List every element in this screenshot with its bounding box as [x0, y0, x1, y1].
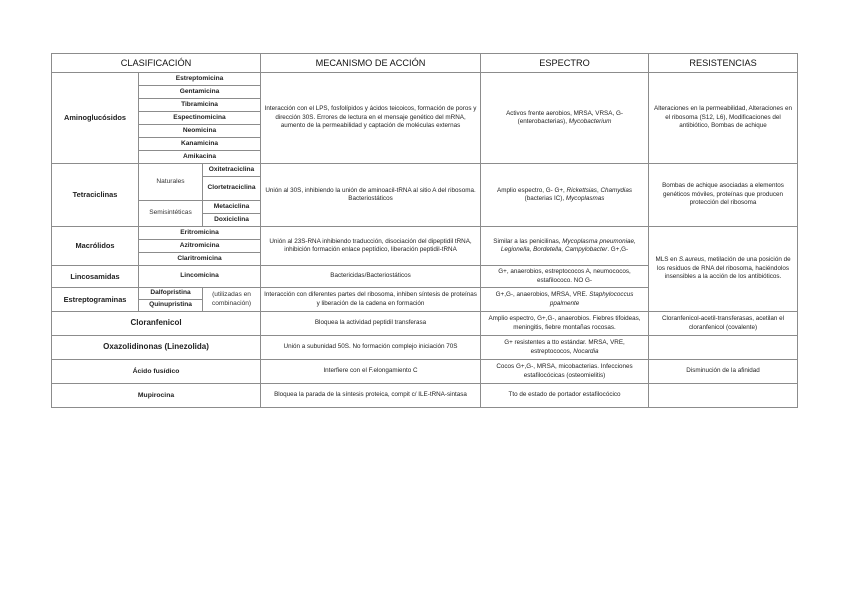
drug-tibramicina: Tibramicina [139, 99, 261, 112]
drug-gentamicina: Gentamicina [139, 86, 261, 99]
drug-claritromicina: Claritromicina [139, 253, 261, 266]
drug-clortetraciclina: Clortetraciclina [203, 177, 261, 201]
row-oxazolidinonas: Oxazolidinonas (Linezolida) [52, 336, 261, 360]
espectro-tetraciclinas [481, 164, 649, 227]
espectro-lincosamidas: G+, anaerobios, estreptococos A, neumococos, estafilococo. NO G- [481, 266, 649, 288]
sub-naturales: Naturales [139, 164, 203, 201]
header-mecanismo: MECANISMO DE ACCIÓN [261, 54, 481, 73]
espectro-italic: Rickettsias [566, 186, 597, 194]
resistencias-mls [649, 227, 798, 312]
mecanismo-tetraciclinas: Unión al 30S, inhibiendo la unión de aminoacil-tRNA al sitio A del ribosoma. Bacteriostáticos [261, 164, 481, 227]
espectro-macrolidos [481, 227, 649, 266]
header-espectro: ESPECTRO [481, 54, 649, 73]
resistencias-text: , metilación de una posición de los residuos de RNA del ribosoma, haciéndolos insensibles a la acción de los antibióticos. [657, 256, 791, 281]
resistencias-oxazolidinonas-empty [649, 336, 798, 360]
drug-estreptomicina: Estreptomicina [139, 73, 261, 86]
drug-lincomicina: Lincomicina [139, 266, 261, 288]
mecanismo-lincosamidas: Bactericidas/Bacteriostáticos [261, 266, 481, 288]
espectro-italic: Nocardia [573, 347, 599, 355]
espectro-text: G+ resistentes a tto estándar. MRSA, VRE, estreptococos, [504, 339, 625, 355]
resistencias-tetraciclinas: Bombas de achique asociadas a elementos genéticos móviles, proteínas que producen protección del ribosoma [649, 164, 798, 227]
espectro-aminoglucosidos [481, 73, 649, 164]
espectro-text: Amplio espectro, G- G+, [497, 186, 567, 194]
family-macrolidos: Macrólidos [52, 227, 139, 266]
espectro-text: (bacterias IC), [524, 195, 566, 202]
resistencias-text: MLS en [655, 256, 679, 264]
resistencias-cloranfenicol: Cloranfenicol-acetil-transferasas, acetilan el cloranfenicol (covalente) [649, 312, 798, 336]
espectro-text: Similar a las penicilinas, [493, 237, 563, 245]
espectro-cloranfenicol: Amplio espectro, G+,G-, anaerobios. Fiebres tifoideas, meningitis, fiebre montañas rocosas. [481, 312, 649, 336]
drug-eritromicina: Eritromicina [139, 227, 261, 240]
drug-metaciclina: Metaciclina [203, 201, 261, 214]
espectro-mupirocina: Tto de estado de portador estafilocócico [481, 384, 649, 408]
mecanismo-mupirocina: Bloquea la parada de la síntesis proteica, compit c/ ILE-tRNA-sintasa [261, 384, 481, 408]
drug-neomicina: Neomicina [139, 125, 261, 138]
antibiotics-table [51, 53, 798, 408]
drug-amikacina: Amikacina [139, 151, 261, 164]
drug-azitromicina: Azitromicina [139, 240, 261, 253]
resistencias-acido-fusidico: Disminución de la afinidad [649, 360, 798, 384]
espectro-acido-fusidico: Cocos G+,G-, MRSA, micobacterias. Infecciones estafilocócicas (osteomielitis) [481, 360, 649, 384]
resistencias-mupirocina-empty [649, 384, 798, 408]
espectro-text: G+,G-, anaerobios, MRSA, VRE. [495, 291, 590, 298]
espectro-italic: Mycoplasmas [565, 195, 605, 202]
family-tetraciclinas: Tetraciclinas [52, 164, 139, 227]
drug-doxiciclina: Doxiciclina [203, 214, 261, 227]
row-cloranfenicol: Cloranfenicol [52, 312, 261, 336]
row-mupirocina: Mupirocina [52, 384, 261, 408]
mecanismo-acido-fusidico: Interfiere con el F.elongamiento C [261, 360, 481, 384]
espectro-estreptograminas [481, 288, 649, 312]
espectro-text: Activos frente aerobios, MRSA, VRSA, G- (enterobacterias), [506, 109, 623, 125]
resistencias-italic: S.aureus [678, 256, 705, 264]
drug-oxitetraciclina: Oxitetraciclina [203, 164, 261, 177]
mecanismo-aminoglucosidos: Interacción con el LPS, fosfolípidos y ácidos teicoicos, formación de poros y dirección 30S. Errores de lectura en el mensaje genético del mRNA, aumento de la permeabilidad y captación de moléculas externas [261, 73, 481, 164]
espectro-italic: Staphylococcus ppalmente [549, 291, 634, 307]
espectro-oxazolidinonas [481, 336, 649, 360]
family-estreptograminas: Estreptograminas [52, 288, 139, 312]
drug-dalfopristina: Dalfopristina [139, 288, 203, 300]
espectro-italic: Mycobacterium [568, 118, 612, 125]
mecanismo-oxazolidinonas: Unión a subunidad 50S. No formación complejo iniciación 70S [261, 336, 481, 360]
sub-semisinteticas: Semisintéticas [139, 201, 203, 227]
drug-quinupristina: Quinupristina [139, 300, 203, 312]
mecanismo-estreptograminas: Interacción con diferentes partes del ribosoma, inhiben síntesis de proteínas y liberación de la cadena en formación [261, 288, 481, 312]
drug-espectinomicina: Espectinomicina [139, 112, 261, 125]
resistencias-aminoglucosidos: Alteraciones en la permeabilidad, Alteraciones en el ribosoma (S12, L6), Modificaciones del antibiótico, Bombas de achique [649, 73, 798, 164]
family-aminoglucosidos: Aminoglucósidos [52, 73, 139, 164]
mecanismo-cloranfenicol: Bloquea la actividad peptidil transferasa [261, 312, 481, 336]
header-row [52, 54, 798, 73]
note-combinacion: (utilizadas en combinación) [203, 288, 261, 312]
row-acido-fusidico: Ácido fusídico [52, 360, 261, 384]
espectro-text: , [596, 186, 601, 194]
mecanismo-macrolidos: Unión al 23S-RNA inhibiendo traducción, disociación del dipeptidil tRNA, inhibición formación enlace peptídico, liberación peptidil-tRNA [261, 227, 481, 266]
espectro-italic: Chamydias [600, 186, 632, 194]
header-resistencias: RESISTENCIAS [649, 54, 798, 73]
espectro-text: . G+,G- [607, 246, 629, 253]
espectro-italic: Mycoplasma pneumoniae, Legionella, Bordetella, Campylobacter [500, 237, 636, 253]
drug-kanamicina: Kanamicina [139, 138, 261, 151]
family-lincosamidas: Lincosamidas [52, 266, 139, 288]
header-clasificacion: CLASIFICACIÓN [52, 54, 261, 73]
